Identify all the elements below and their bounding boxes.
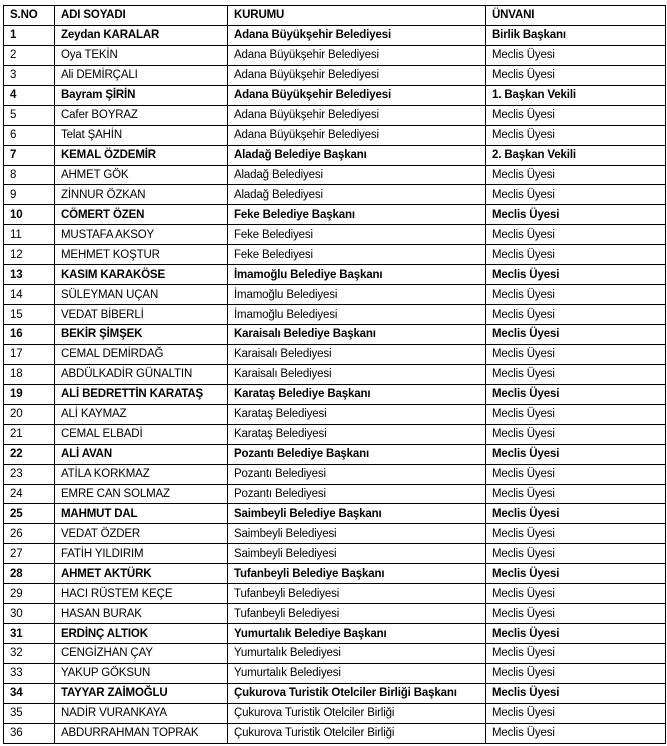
- table-row: [4, 105, 666, 125]
- cell-sno: 35: [4, 703, 55, 723]
- cell-name: ERDİNÇ ALTIOK: [55, 624, 228, 644]
- cell-name: ALİ KAYMAZ: [55, 404, 228, 424]
- cell-sno: 19: [4, 384, 55, 404]
- cell-name: ABDURRAHMAN TOPRAK: [55, 723, 228, 743]
- cell-sno: 1: [4, 25, 55, 45]
- cell-sno: 30: [4, 604, 55, 624]
- table-row: [4, 325, 666, 345]
- cell-sno: 5: [4, 105, 55, 125]
- cell-institution: Aladağ Belediye Başkanı: [228, 145, 486, 165]
- cell-institution: Saimbeyli Belediyesi: [228, 524, 486, 544]
- cell-name: VEDAT ÖZDER: [55, 524, 228, 544]
- table-row: [4, 225, 666, 245]
- cell-title: Meclis Üyesi: [486, 165, 666, 185]
- cell-title: Meclis Üyesi: [486, 285, 666, 305]
- cell-sno: 16: [4, 325, 55, 345]
- cell-title: Meclis Üyesi: [486, 245, 666, 265]
- table-row: [4, 524, 666, 544]
- cell-institution: Yumurtalık Belediye Başkanı: [228, 624, 486, 644]
- cell-institution: İmamoğlu Belediye Başkanı: [228, 265, 486, 285]
- cell-sno: 9: [4, 185, 55, 205]
- cell-name: Telat ŞAHİN: [55, 125, 228, 145]
- cell-sno: 23: [4, 464, 55, 484]
- cell-institution: Adana Büyükşehir Belediyesi: [228, 125, 486, 145]
- cell-sno: 17: [4, 344, 55, 364]
- cell-name: MUSTAFA AKSOY: [55, 225, 228, 245]
- cell-title: Meclis Üyesi: [486, 45, 666, 65]
- cell-name: EMRE CAN SOLMAZ: [55, 484, 228, 504]
- cell-name: FATİH YILDIRIM: [55, 544, 228, 564]
- cell-institution: Adana Büyükşehir Belediyesi: [228, 45, 486, 65]
- cell-institution: İmamoğlu Belediyesi: [228, 305, 486, 325]
- cell-sno: 10: [4, 205, 55, 225]
- table-row: [4, 404, 666, 424]
- cell-title: Meclis Üyesi: [486, 384, 666, 404]
- cell-title: Meclis Üyesi: [486, 344, 666, 364]
- cell-name: Zeydan KARALAR: [55, 25, 228, 45]
- cell-institution: Saimbeyli Belediye Başkanı: [228, 504, 486, 524]
- cell-title: Meclis Üyesi: [486, 624, 666, 644]
- cell-sno: 7: [4, 145, 55, 165]
- cell-title: Meclis Üyesi: [486, 524, 666, 544]
- cell-institution: Feke Belediye Başkanı: [228, 205, 486, 225]
- cell-institution: Tufanbeyli Belediyesi: [228, 584, 486, 604]
- table-row: [4, 663, 666, 683]
- cell-name: MEHMET KOŞTUR: [55, 245, 228, 265]
- cell-name: BEKİR ŞİMŞEK: [55, 325, 228, 345]
- cell-institution: Çukurova Turistik Otelciler Birliği: [228, 723, 486, 743]
- cell-sno: 31: [4, 624, 55, 644]
- cell-sno: 29: [4, 584, 55, 604]
- cell-institution: Karataş Belediyesi: [228, 404, 486, 424]
- cell-institution: Adana Büyükşehir Belediyesi: [228, 65, 486, 85]
- table-row: [4, 65, 666, 85]
- cell-title: 2. Başkan Vekili: [486, 145, 666, 165]
- cell-name: CENGİZHAN ÇAY: [55, 644, 228, 664]
- table-row: [4, 504, 666, 524]
- cell-title: Meclis Üyesi: [486, 225, 666, 245]
- cell-sno: 11: [4, 225, 55, 245]
- cell-sno: 33: [4, 663, 55, 683]
- cell-sno: 18: [4, 364, 55, 384]
- header-title: ÜNVANI: [486, 6, 666, 26]
- cell-title: Meclis Üyesi: [486, 325, 666, 345]
- cell-institution: Yumurtalık Belediyesi: [228, 663, 486, 683]
- cell-name: ATİLA KORKMAZ: [55, 464, 228, 484]
- cell-institution: Çukurova Turistik Otelciler Birliği Başkanı: [228, 683, 486, 703]
- cell-title: Meclis Üyesi: [486, 723, 666, 743]
- table-row: [4, 484, 666, 504]
- cell-title: Meclis Üyesi: [486, 703, 666, 723]
- cell-name: Cafer BOYRAZ: [55, 105, 228, 125]
- cell-institution: Tufanbeyli Belediye Başkanı: [228, 564, 486, 584]
- cell-institution: Adana Büyükşehir Belediyesi: [228, 25, 486, 45]
- cell-name: Ali DEMİRÇALI: [55, 65, 228, 85]
- cell-sno: 25: [4, 504, 55, 524]
- table-row: [4, 265, 666, 285]
- cell-institution: Yumurtalık Belediyesi: [228, 644, 486, 664]
- cell-institution: Aladağ Belediyesi: [228, 185, 486, 205]
- cell-title: Meclis Üyesi: [486, 364, 666, 384]
- cell-name: Oya TEKİN: [55, 45, 228, 65]
- cell-institution: Karataş Belediye Başkanı: [228, 384, 486, 404]
- cell-name: AHMET AKTÜRK: [55, 564, 228, 584]
- cell-name: CEMAL ELBADİ: [55, 424, 228, 444]
- table-row: [4, 85, 666, 105]
- table-row: [4, 364, 666, 384]
- cell-sno: 3: [4, 65, 55, 85]
- cell-sno: 4: [4, 85, 55, 105]
- table-row: [4, 723, 666, 743]
- table-row: [4, 644, 666, 664]
- cell-sno: 26: [4, 524, 55, 544]
- cell-sno: 27: [4, 544, 55, 564]
- cell-name: KASIM KARAKÖSE: [55, 265, 228, 285]
- table-row: [4, 604, 666, 624]
- cell-name: CÖMERT ÖZEN: [55, 205, 228, 225]
- table-row: [4, 205, 666, 225]
- cell-title: Birlik Başkanı: [486, 25, 666, 45]
- cell-name: CEMAL DEMİRDAĞ: [55, 344, 228, 364]
- table-row: [4, 624, 666, 644]
- table-row: [4, 703, 666, 723]
- cell-name: ALİ BEDRETTİN KARATAŞ: [55, 384, 228, 404]
- cell-name: MAHMUT DAL: [55, 504, 228, 524]
- table-row: [4, 245, 666, 265]
- table-row: [4, 384, 666, 404]
- cell-name: KEMAL ÖZDEMİR: [55, 145, 228, 165]
- cell-name: AHMET GÖK: [55, 165, 228, 185]
- cell-sno: 20: [4, 404, 55, 424]
- cell-title: Meclis Üyesi: [486, 504, 666, 524]
- cell-title: Meclis Üyesi: [486, 265, 666, 285]
- cell-sno: 14: [4, 285, 55, 305]
- table-row: [4, 564, 666, 584]
- cell-name: NADİR VURANKAYA: [55, 703, 228, 723]
- cell-sno: 22: [4, 444, 55, 464]
- cell-institution: Adana Büyükşehir Belediyesi: [228, 85, 486, 105]
- table-row: [4, 424, 666, 444]
- cell-name: YAKUP GÖKSUN: [55, 663, 228, 683]
- table-row: [4, 683, 666, 703]
- table-row: [4, 185, 666, 205]
- cell-sno: 6: [4, 125, 55, 145]
- cell-title: 1. Başkan Vekili: [486, 85, 666, 105]
- table-row: [4, 584, 666, 604]
- table-row: [4, 305, 666, 325]
- cell-sno: 21: [4, 424, 55, 444]
- cell-title: Meclis Üyesi: [486, 464, 666, 484]
- header-institution: KURUMU: [228, 6, 486, 26]
- cell-title: Meclis Üyesi: [486, 663, 666, 683]
- table-row: [4, 145, 666, 165]
- cell-institution: Aladağ Belediyesi: [228, 165, 486, 185]
- table-row: [4, 444, 666, 464]
- cell-name: ABDÜLKADİR GÜNALTIN: [55, 364, 228, 384]
- cell-name: SÜLEYMAN UÇAN: [55, 285, 228, 305]
- cell-sno: 13: [4, 265, 55, 285]
- cell-title: Meclis Üyesi: [486, 444, 666, 464]
- table-row: [4, 544, 666, 564]
- cell-name: TAYYAR ZAİMOĞLU: [55, 683, 228, 703]
- cell-institution: Feke Belediyesi: [228, 225, 486, 245]
- table-row: [4, 165, 666, 185]
- cell-title: Meclis Üyesi: [486, 564, 666, 584]
- cell-institution: Karaisalı Belediye Başkanı: [228, 325, 486, 345]
- cell-title: Meclis Üyesi: [486, 604, 666, 624]
- cell-title: Meclis Üyesi: [486, 584, 666, 604]
- cell-sno: 36: [4, 723, 55, 743]
- cell-title: Meclis Üyesi: [486, 125, 666, 145]
- cell-sno: 15: [4, 305, 55, 325]
- cell-title: Meclis Üyesi: [486, 683, 666, 703]
- cell-title: Meclis Üyesi: [486, 544, 666, 564]
- header-name: ADI SOYADI: [55, 6, 228, 26]
- cell-institution: Pozantı Belediye Başkanı: [228, 444, 486, 464]
- cell-title: Meclis Üyesi: [486, 484, 666, 504]
- cell-title: Meclis Üyesi: [486, 424, 666, 444]
- cell-title: Meclis Üyesi: [486, 644, 666, 664]
- cell-institution: Karataş Belediyesi: [228, 424, 486, 444]
- cell-sno: 34: [4, 683, 55, 703]
- cell-sno: 24: [4, 484, 55, 504]
- table-row: [4, 344, 666, 364]
- cell-sno: 28: [4, 564, 55, 584]
- table-body: [4, 25, 666, 743]
- cell-institution: Çukurova Turistik Otelciler Birliği: [228, 703, 486, 723]
- table-row: [4, 45, 666, 65]
- cell-institution: Karaisalı Belediyesi: [228, 344, 486, 364]
- cell-institution: Tufanbeyli Belediyesi: [228, 604, 486, 624]
- cell-title: Meclis Üyesi: [486, 185, 666, 205]
- cell-name: HACI RÜSTEM KEÇE: [55, 584, 228, 604]
- cell-name: ZİNNUR ÖZKAN: [55, 185, 228, 205]
- cell-title: Meclis Üyesi: [486, 305, 666, 325]
- cell-institution: Feke Belediyesi: [228, 245, 486, 265]
- members-table: [3, 5, 666, 744]
- cell-name: Bayram ŞİRİN: [55, 85, 228, 105]
- cell-title: Meclis Üyesi: [486, 205, 666, 225]
- cell-institution: Karaisalı Belediyesi: [228, 364, 486, 384]
- cell-sno: 8: [4, 165, 55, 185]
- cell-name: ALİ AVAN: [55, 444, 228, 464]
- cell-institution: Saimbeyli Belediyesi: [228, 544, 486, 564]
- cell-institution: Adana Büyükşehir Belediyesi: [228, 105, 486, 125]
- cell-title: Meclis Üyesi: [486, 105, 666, 125]
- table-row: [4, 464, 666, 484]
- header-sno: S.NO: [4, 6, 55, 26]
- cell-title: Meclis Üyesi: [486, 404, 666, 424]
- cell-sno: 2: [4, 45, 55, 65]
- cell-name: HASAN BURAK: [55, 604, 228, 624]
- cell-title: Meclis Üyesi: [486, 65, 666, 85]
- cell-sno: 12: [4, 245, 55, 265]
- table-row: [4, 125, 666, 145]
- cell-institution: İmamoğlu Belediyesi: [228, 285, 486, 305]
- table-row: [4, 285, 666, 305]
- cell-institution: Pozantı Belediyesi: [228, 464, 486, 484]
- cell-institution: Pozantı Belediyesi: [228, 484, 486, 504]
- cell-name: VEDAT BİBERLİ: [55, 305, 228, 325]
- table-row: [4, 25, 666, 45]
- header-row: [4, 6, 666, 26]
- cell-sno: 32: [4, 644, 55, 664]
